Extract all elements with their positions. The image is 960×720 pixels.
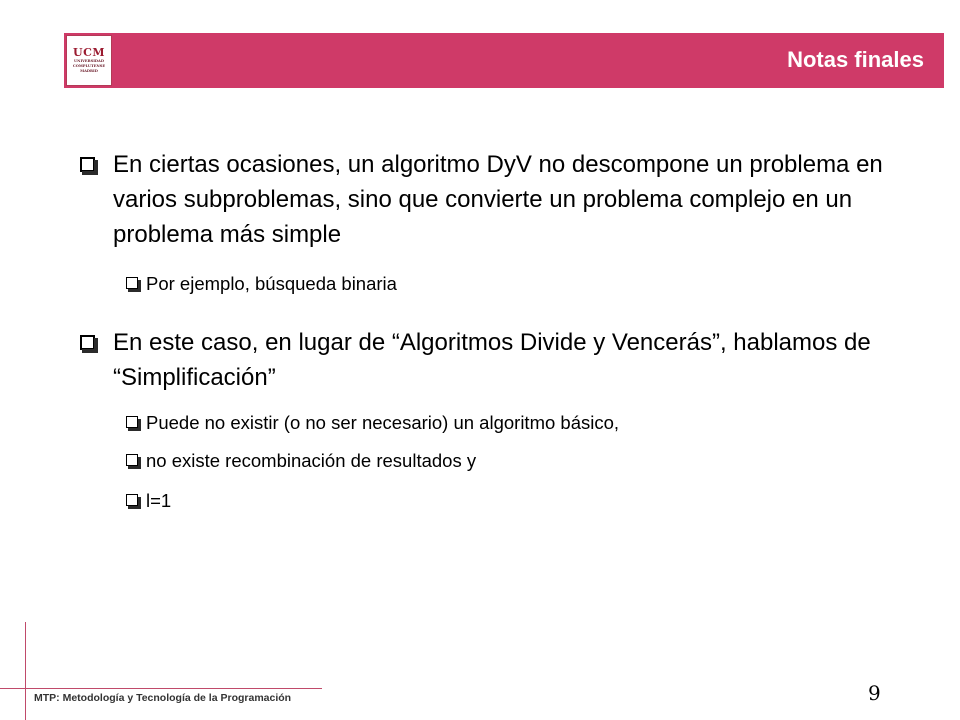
sub-bullet-text: Puede no existir (o no ser necesario) un algoritmo básico, xyxy=(146,412,620,433)
square-bullet-icon xyxy=(126,454,138,466)
sub-bullet-item xyxy=(126,410,926,436)
bullet-item xyxy=(80,147,940,252)
logo-line: COMPLUTENSE xyxy=(72,64,106,68)
sub-bullet-item xyxy=(126,448,926,474)
footer-horizontal-divider xyxy=(0,688,322,689)
footer-vertical-divider xyxy=(25,622,26,720)
sub-bullet-text: no existe recombinación de resultados y xyxy=(146,450,477,471)
slide-title: Notas finales xyxy=(787,47,924,72)
sub-bullet-item xyxy=(126,271,926,297)
logo-line: MADRID xyxy=(80,69,98,73)
square-bullet-icon xyxy=(126,494,138,506)
footer-course-name: MTP: Metodología y Tecnología de la Programación xyxy=(34,692,292,704)
square-bullet-icon xyxy=(126,277,138,289)
sub-bullet-item xyxy=(126,488,926,514)
square-bullet-icon xyxy=(80,335,95,350)
sub-bullet-text: l=1 xyxy=(146,490,172,511)
logo-name: UCM xyxy=(72,46,106,59)
bullet-text: En este caso, en lugar de “Algoritmos Divide y Vencerás”, hablamos de “Simplificación” xyxy=(113,329,871,391)
page-number: 9 xyxy=(868,681,881,705)
sub-bullet-text: Por ejemplo, búsqueda binaria xyxy=(146,273,397,294)
bullet-text: En ciertas ocasiones, un algoritmo DyV no descompone un problema en varios subproblemas, sino que convierte un problema complejo en un problema más simple xyxy=(113,151,883,248)
square-bullet-icon xyxy=(126,416,138,428)
square-bullet-icon xyxy=(80,157,95,172)
bullet-item xyxy=(80,325,940,395)
logo-line: UNIVERSIDAD xyxy=(74,59,104,63)
